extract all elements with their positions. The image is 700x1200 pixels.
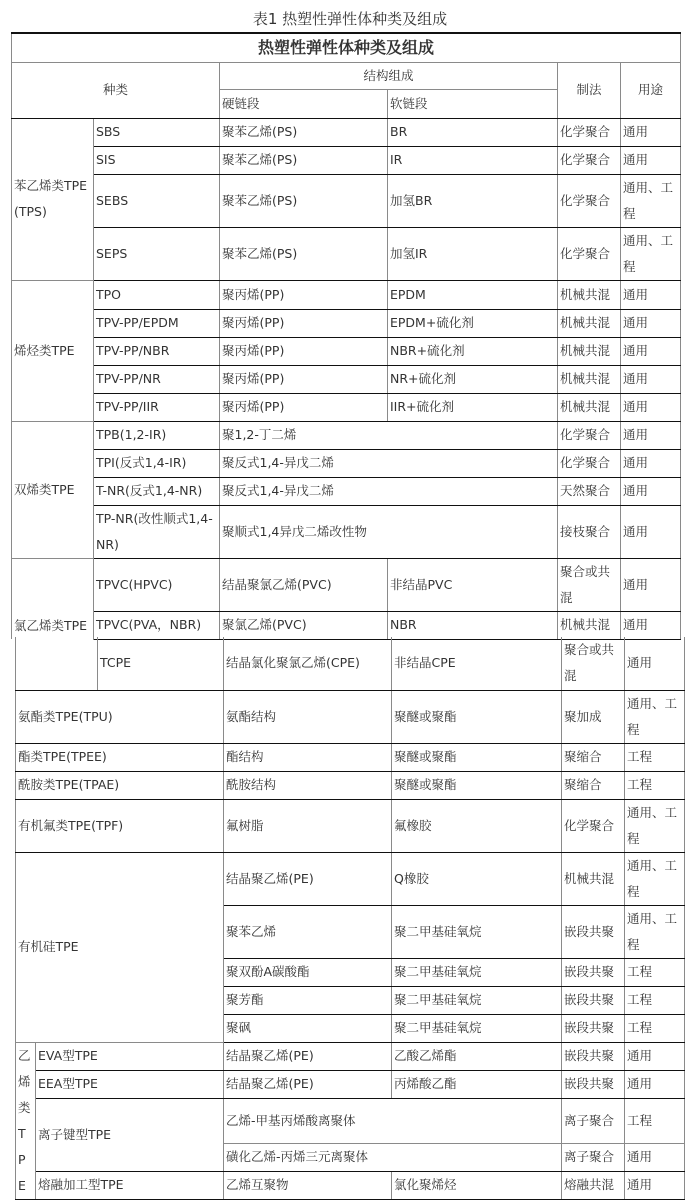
use: 通用 [625, 1042, 685, 1070]
hard-segment: 聚苯乙烯(PS) [220, 174, 388, 227]
table-row [16, 690, 685, 743]
hard-segment: 结晶聚乙烯(PE) [224, 1042, 392, 1070]
use: 通用 [621, 365, 681, 393]
method: 机械共混 [558, 337, 621, 365]
use: 通用 [621, 477, 681, 505]
method: 化学聚合 [558, 227, 621, 280]
method: 化学聚合 [558, 421, 621, 449]
tpe-table-part-2 [15, 637, 685, 1200]
table-row [12, 477, 681, 505]
use: 工程 [625, 986, 685, 1014]
header-use: 用途 [621, 62, 681, 118]
use: 通用、工程 [621, 227, 681, 280]
use: 通用 [625, 637, 685, 690]
use: 通用、工程 [625, 905, 685, 958]
use: 通用 [621, 146, 681, 174]
type-name: TPV-PP/NR [94, 365, 220, 393]
hard-segment: 聚砜 [224, 1014, 392, 1042]
structure-merged: 聚1,2-丁二烯 [220, 421, 558, 449]
hard-segment: 聚丙烯(PP) [220, 393, 388, 421]
soft-segment: 聚二甲基硅氧烷 [392, 905, 562, 958]
header-hard-segment: 硬链段 [220, 89, 388, 118]
tpe-table-part-1 [11, 32, 681, 640]
header-method: 制法 [558, 62, 621, 118]
method: 嵌段共聚 [562, 1014, 625, 1042]
method: 嵌段共聚 [562, 905, 625, 958]
hard-segment: 聚苯乙烯(PS) [220, 227, 388, 280]
type-name: TPVC(PVA，NBR) [94, 611, 220, 639]
table-row [12, 118, 681, 146]
method: 聚缩合 [562, 771, 625, 799]
use: 通用、工程 [625, 690, 685, 743]
type-name: EVA型TPE [36, 1042, 224, 1070]
type-name: SEBS [94, 174, 220, 227]
method: 化学聚合 [558, 118, 621, 146]
type-name: EEA型TPE [36, 1070, 224, 1098]
hard-segment: 结晶氯化聚氯乙烯(CPE) [224, 637, 392, 690]
soft-segment: 加氢BR [388, 174, 558, 227]
hard-segment: 酯结构 [224, 743, 392, 771]
method: 机械共混 [558, 309, 621, 337]
table-row [12, 393, 681, 421]
soft-segment: 非结晶CPE [392, 637, 562, 690]
method: 机械共混 [562, 852, 625, 905]
method: 聚合或共混 [562, 637, 625, 690]
use: 通用、工程 [621, 174, 681, 227]
use: 工程 [625, 743, 685, 771]
soft-segment: Q橡胶 [392, 852, 562, 905]
soft-segment: IR [388, 146, 558, 174]
hard-segment: 聚丙烯(PP) [220, 280, 388, 309]
use: 通用 [625, 1143, 685, 1171]
type-name: TPV-PP/IIR [94, 393, 220, 421]
table-row [12, 309, 681, 337]
table-row [16, 852, 685, 905]
use: 通用 [621, 309, 681, 337]
soft-segment: 聚二甲基硅氧烷 [392, 986, 562, 1014]
hard-segment: 乙烯互聚物 [224, 1171, 392, 1199]
category-cell: 有机硅TPE [16, 852, 224, 1042]
type-name: SEPS [94, 227, 220, 280]
header-soft-segment: 软链段 [388, 89, 558, 118]
hard-segment: 聚氯乙烯(PVC) [220, 611, 388, 639]
table-row [12, 449, 681, 477]
method: 天然聚合 [558, 477, 621, 505]
use: 工程 [625, 1014, 685, 1042]
soft-segment: 聚醚或聚酯 [392, 690, 562, 743]
hard-segment: 聚丙烯(PP) [220, 309, 388, 337]
use: 通用 [621, 449, 681, 477]
hard-segment: 结晶聚氯乙烯(PVC) [220, 558, 388, 611]
hard-segment: 氨酯结构 [224, 690, 392, 743]
type-name: TPV-PP/NBR [94, 337, 220, 365]
structure-merged: 聚反式1,4-异戊二烯 [220, 477, 558, 505]
soft-segment: 聚醚或聚酯 [392, 771, 562, 799]
header-type: 种类 [12, 62, 220, 118]
method: 化学聚合 [558, 146, 621, 174]
category-cell: 氯乙烯类TPE [12, 558, 94, 639]
table-row [12, 280, 681, 309]
soft-segment: NR+硫化剂 [388, 365, 558, 393]
soft-segment: IIR+硫化剂 [388, 393, 558, 421]
category-cell-continued [16, 637, 98, 690]
category-cell: 烯烃类TPE [12, 280, 94, 421]
use: 工程 [625, 771, 685, 799]
structure-merged: 磺化乙烯-丙烯三元离聚体 [224, 1143, 562, 1171]
method: 机械共混 [558, 611, 621, 639]
use: 通用 [621, 337, 681, 365]
type-name: 熔融加工型TPE [36, 1171, 224, 1199]
hard-segment: 酰胺结构 [224, 771, 392, 799]
soft-segment: 乙酸乙烯酯 [392, 1042, 562, 1070]
type-name: TCPE [98, 637, 224, 690]
table-row [16, 1042, 685, 1070]
table-row [12, 365, 681, 393]
soft-segment: 非结晶PVC [388, 558, 558, 611]
hard-segment: 结晶聚乙烯(PE) [224, 852, 392, 905]
use: 工程 [625, 958, 685, 986]
soft-segment: 氯化聚烯烃 [392, 1171, 562, 1199]
table-row [12, 337, 681, 365]
table-row [12, 558, 681, 611]
hard-segment: 聚丙烯(PP) [220, 365, 388, 393]
table-row [12, 174, 681, 227]
table-caption: 表1 热塑性弹性体种类及组成 [252, 10, 448, 28]
soft-segment: 聚醚或聚酯 [392, 743, 562, 771]
use: 通用 [625, 1070, 685, 1098]
hard-segment: 聚苯乙烯(PS) [220, 146, 388, 174]
table-row [12, 611, 681, 639]
type-name: TPV-PP/EPDM [94, 309, 220, 337]
soft-segment: BR [388, 118, 558, 146]
use: 通用 [621, 118, 681, 146]
header-structure: 结构组成 [220, 62, 558, 89]
hard-segment: 氟树脂 [224, 799, 392, 852]
soft-segment: 聚二甲基硅氧烷 [392, 958, 562, 986]
hard-segment: 聚芳酯 [224, 986, 392, 1014]
hard-segment: 聚双酚A碳酸酯 [224, 958, 392, 986]
structure-merged: 乙烯-甲基丙烯酸离聚体 [224, 1098, 562, 1143]
method: 嵌段共聚 [562, 1070, 625, 1098]
method: 化学聚合 [558, 449, 621, 477]
category-cell: 酰胺类TPE(TPAE) [16, 771, 224, 799]
table-row [16, 799, 685, 852]
use: 通用、工程 [625, 852, 685, 905]
type-name: TP-NR(改性顺式1,4-NR) [94, 505, 220, 558]
type-name: 离子键型TPE [36, 1098, 224, 1171]
type-name: SBS [94, 118, 220, 146]
soft-segment: NBR [388, 611, 558, 639]
table-row [16, 1070, 685, 1098]
hard-segment: 聚苯乙烯(PS) [220, 118, 388, 146]
category-cell: 苯乙烯类TPE(TPS) [12, 118, 94, 280]
use: 通用 [621, 280, 681, 309]
table-row [12, 227, 681, 280]
soft-segment: NBR+硫化剂 [388, 337, 558, 365]
use: 通用、工程 [625, 799, 685, 852]
use: 通用 [621, 393, 681, 421]
table-row [12, 421, 681, 449]
type-name: SIS [94, 146, 220, 174]
use: 通用 [621, 421, 681, 449]
method: 离子聚合 [562, 1098, 625, 1143]
type-name: TPVC(HPVC) [94, 558, 220, 611]
use: 通用 [625, 1171, 685, 1199]
category-cell: 双烯类TPE [12, 421, 94, 558]
use: 工程 [625, 1098, 685, 1143]
soft-segment: 丙烯酸乙酯 [392, 1070, 562, 1098]
method: 聚合或共混 [558, 558, 621, 611]
method: 聚缩合 [562, 743, 625, 771]
method: 嵌段共聚 [562, 986, 625, 1014]
table-row [12, 505, 681, 558]
soft-segment: EPDM [388, 280, 558, 309]
table-title: 热塑性弹性体种类及组成 [12, 33, 681, 62]
type-name: TPO [94, 280, 220, 309]
category-cell: 酯类TPE(TPEE) [16, 743, 224, 771]
table-row [16, 1098, 685, 1143]
table-row [12, 146, 681, 174]
category-cell: 乙烯类TPE [16, 1042, 36, 1199]
method: 化学聚合 [562, 799, 625, 852]
category-cell: 氨酯类TPE(TPU) [16, 690, 224, 743]
structure-merged: 聚顺式1,4异戊二烯改性物 [220, 505, 558, 558]
hard-segment: 结晶聚乙烯(PE) [224, 1070, 392, 1098]
method: 机械共混 [558, 280, 621, 309]
method: 机械共混 [558, 365, 621, 393]
soft-segment: 加氢IR [388, 227, 558, 280]
method: 聚加成 [562, 690, 625, 743]
use: 通用 [621, 558, 681, 611]
category-cell: 有机氟类TPE(TPF) [16, 799, 224, 852]
structure-merged: 聚反式1,4-异戊二烯 [220, 449, 558, 477]
method: 嵌段共聚 [562, 1042, 625, 1070]
table-row [16, 771, 685, 799]
hard-segment: 聚苯乙烯 [224, 905, 392, 958]
type-name: TPB(1,2-IR) [94, 421, 220, 449]
type-name: T-NR(反式1,4-NR) [94, 477, 220, 505]
method: 熔融共混 [562, 1171, 625, 1199]
method: 机械共混 [558, 393, 621, 421]
table-row [16, 637, 685, 690]
use: 通用 [621, 611, 681, 639]
soft-segment: EPDM+硫化剂 [388, 309, 558, 337]
soft-segment: 聚二甲基硅氧烷 [392, 1014, 562, 1042]
use: 通用 [621, 505, 681, 558]
soft-segment: 氟橡胶 [392, 799, 562, 852]
method: 化学聚合 [558, 174, 621, 227]
method: 嵌段共聚 [562, 958, 625, 986]
method: 离子聚合 [562, 1143, 625, 1171]
table-row [16, 743, 685, 771]
type-name: TPI(反式1,4-IR) [94, 449, 220, 477]
method: 接枝聚合 [558, 505, 621, 558]
hard-segment: 聚丙烯(PP) [220, 337, 388, 365]
